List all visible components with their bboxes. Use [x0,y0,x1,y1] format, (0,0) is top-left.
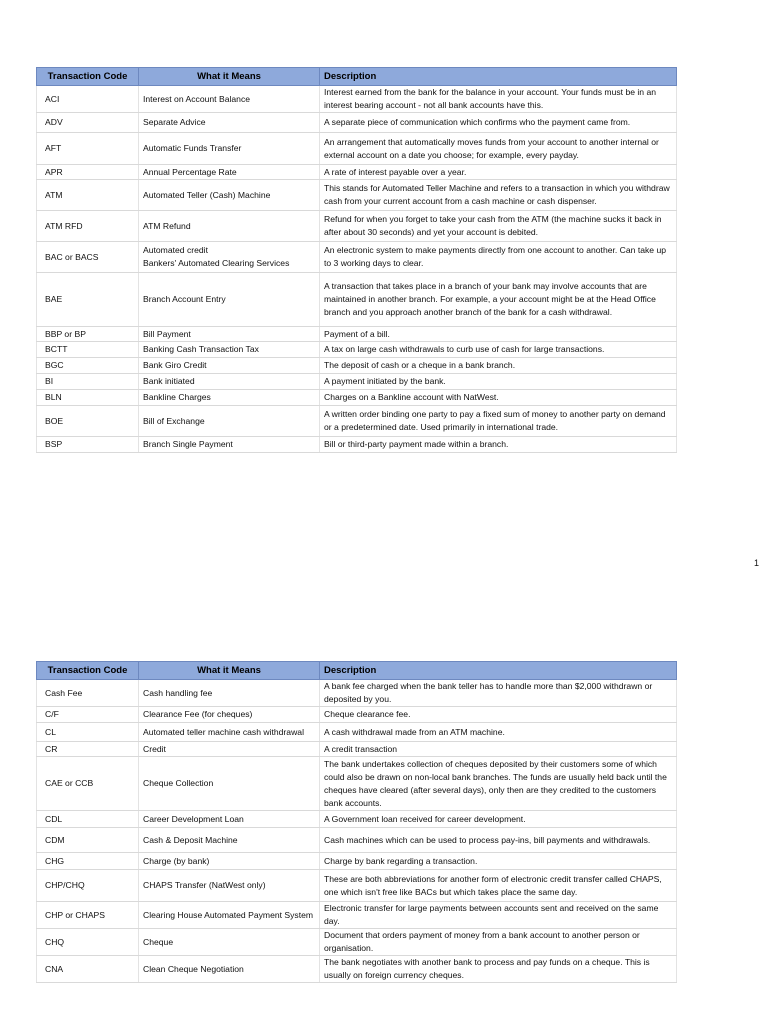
header-description: Description [320,662,677,680]
header-transaction-code: Transaction Code [37,662,139,680]
cell-description: The deposit of cash or a cheque in a bank branch. [320,358,677,374]
table-row [37,828,677,853]
table-row [37,929,677,956]
table-row [37,180,677,211]
cell-code: APR [37,165,139,180]
cell-meaning: Cheque Collection [139,757,320,811]
cell-code: CHQ [37,929,139,956]
table-row [37,870,677,902]
cell-description: A payment initiated by the bank. [320,374,677,390]
cell-code: BBP or BP [37,327,139,342]
header-description: Description [320,68,677,86]
table-row [37,273,677,327]
cell-description: Charges on a Bankline account with NatWest. [320,390,677,406]
cell-code: BI [37,374,139,390]
cell-code: CL [37,723,139,742]
cell-code: CAE or CCB [37,757,139,811]
cell-meaning: Banking Cash Transaction Tax [139,342,320,358]
table-row [37,707,677,723]
cell-meaning: Bill of Exchange [139,406,320,437]
page-number: 1 [754,558,760,568]
cell-code: BAC or BACS [37,242,139,273]
cell-code: CR [37,742,139,757]
cell-meaning: CHAPS Transfer (NatWest only) [139,870,320,902]
table-row [37,133,677,165]
table-row [37,902,677,929]
table-row [37,390,677,406]
cell-description: Charge by bank regarding a transaction. [320,853,677,870]
cell-code: ADV [37,113,139,133]
table-row [37,86,677,113]
cell-code: AFT [37,133,139,165]
table-row [37,723,677,742]
cell-description: Electronic transfer for large payments between accounts sent and received on the same day. [320,902,677,929]
table-row [37,956,677,983]
cell-code: CDL [37,811,139,828]
cell-description: A transaction that takes place in a branch of your bank may involve accounts that are maintained in another branch. For example, a your account might be at the Head Office branch and you approach another branch of the bank for a cash withdrawal. [320,273,677,327]
cell-meaning: Credit [139,742,320,757]
cell-description: A written order binding one party to pay a fixed sum of money to another party on demand or a predetermined date. Used primarily in international trade. [320,406,677,437]
cell-code: BSP [37,437,139,453]
cell-meaning: Cash & Deposit Machine [139,828,320,853]
cell-description: Cheque clearance fee. [320,707,677,723]
cell-meaning: Career Development Loan [139,811,320,828]
table-row [37,680,677,707]
cell-meaning: Automated teller machine cash withdrawal [139,723,320,742]
cell-code: BGC [37,358,139,374]
cell-description: These are both abbreviations for another form of electronic credit transfer called CHAPS, one which isn't free like BACs but which takes place the same day. [320,870,677,902]
cell-meaning: Interest on Account Balance [139,86,320,113]
cell-meaning: Annual Percentage Rate [139,165,320,180]
cell-code: CDM [37,828,139,853]
cell-description: An arrangement that automatically moves funds from your account to another internal or external account on a date you choose; for example, every payday. [320,133,677,165]
table-row [37,358,677,374]
table-row [37,327,677,342]
table-row [37,811,677,828]
cell-meaning: Clearing House Automated Payment System [139,902,320,929]
cell-meaning: Bank Giro Credit [139,358,320,374]
cell-meaning: Separate Advice [139,113,320,133]
cell-meaning: Bank initiated [139,374,320,390]
cell-description: Payment of a bill. [320,327,677,342]
cell-meaning: Cheque [139,929,320,956]
cell-code: BOE [37,406,139,437]
cell-code: CHG [37,853,139,870]
cell-description: Refund for when you forget to take your cash from the ATM (the machine sucks it back in after about 30 seconds) and yet your account is debited. [320,211,677,242]
table-row [37,211,677,242]
table-row [37,406,677,437]
cell-code: ATM [37,180,139,211]
cell-description: A credit transaction [320,742,677,757]
cell-code: BAE [37,273,139,327]
table-row [37,742,677,757]
cell-code: ACI [37,86,139,113]
table-row [37,342,677,358]
cell-meaning: Automated credit Bankers' Automated Clearing Services [139,242,320,273]
cell-code: BCTT [37,342,139,358]
cell-description: The bank undertakes collection of cheques deposited by their customers some of which could also be drawn on non-local bank branches. The funds are usually held back until the cheques have cleared (after several days), only then are they credited to the customers bank accounts. [320,757,677,811]
cell-description: Document that orders payment of money from a bank account to another person or organisation. [320,929,677,956]
header-transaction-code: Transaction Code [37,68,139,86]
cell-meaning: Clearance Fee (for cheques) [139,707,320,723]
cell-description: A bank fee charged when the bank teller has to handle more than $2,000 withdrawn or deposited by you. [320,680,677,707]
table-header-row [37,68,677,86]
cell-meaning: Automated Teller (Cash) Machine [139,180,320,211]
transaction-codes-table-2 [36,661,677,983]
cell-description: Bill or third-party payment made within a branch. [320,437,677,453]
table-row [37,242,677,273]
transaction-codes-table-1 [36,67,677,453]
cell-meaning: ATM Refund [139,211,320,242]
cell-code: CHP or CHAPS [37,902,139,929]
cell-meaning: Automatic Funds Transfer [139,133,320,165]
cell-code: CNA [37,956,139,983]
cell-meaning: Bankline Charges [139,390,320,406]
cell-description: A tax on large cash withdrawals to curb use of cash for large transactions. [320,342,677,358]
cell-code: ATM RFD [37,211,139,242]
table-row [37,853,677,870]
header-what-it-means: What it Means [139,662,320,680]
table-row [37,165,677,180]
cell-description: A Government loan received for career development. [320,811,677,828]
cell-description: A rate of interest payable over a year. [320,165,677,180]
cell-meaning: Bill Payment [139,327,320,342]
cell-meaning: Charge (by bank) [139,853,320,870]
cell-description: A separate piece of communication which confirms who the payment came from. [320,113,677,133]
cell-code: BLN [37,390,139,406]
cell-code: CHP/CHQ [37,870,139,902]
header-what-it-means: What it Means [139,68,320,86]
cell-meaning: Branch Single Payment [139,437,320,453]
cell-description: This stands for Automated Teller Machine and refers to a transaction in which you withdraw cash from your current account from a cash machine or cash dispenser. [320,180,677,211]
cell-meaning: Branch Account Entry [139,273,320,327]
table-row [37,757,677,811]
cell-description: An electronic system to make payments directly from one account to another. Can take up to 3 working days to clear. [320,242,677,273]
table-row [37,437,677,453]
cell-meaning: Cash handling fee [139,680,320,707]
table-row [37,113,677,133]
cell-description: Cash machines which can be used to process pay-ins, bill payments and withdrawals. [320,828,677,853]
cell-code: C/F [37,707,139,723]
cell-description: Interest earned from the bank for the balance in your account. Your funds must be in an interest bearing account - not all bank accounts have this. [320,86,677,113]
table-header-row [37,662,677,680]
cell-meaning: Clean Cheque Negotiation [139,956,320,983]
cell-description: The bank negotiates with another bank to process and pay funds on a cheque. This is usually on foreign currency cheques. [320,956,677,983]
cell-description: A cash withdrawal made from an ATM machine. [320,723,677,742]
table-row [37,374,677,390]
cell-code: Cash Fee [37,680,139,707]
